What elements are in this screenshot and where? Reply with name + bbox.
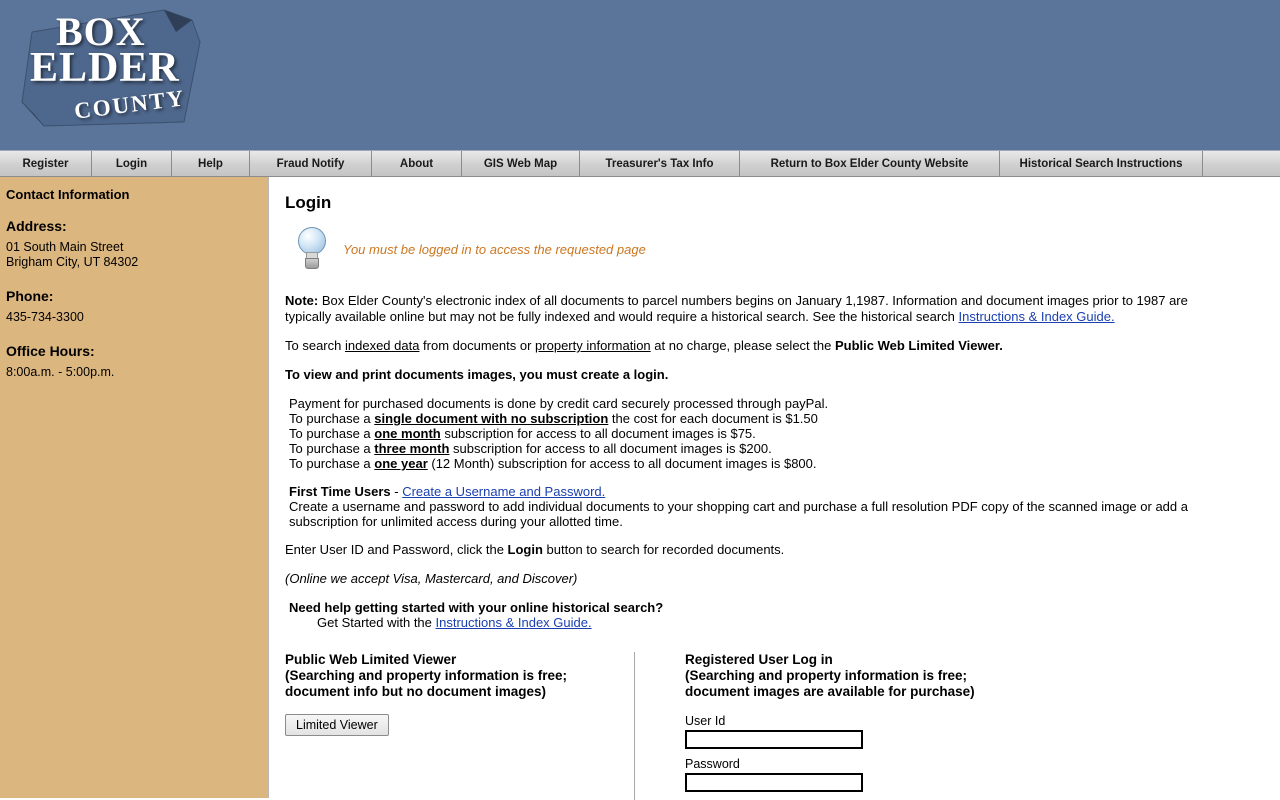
payment-block — [289, 396, 1235, 471]
logo-line-county: COUNTY — [72, 85, 187, 124]
registered-user-login-panel — [635, 652, 975, 800]
help-instructions-link[interactable]: Instructions & Index Guide. — [435, 615, 592, 630]
lightbulb-icon — [295, 227, 329, 271]
nav-login-label: Login — [115, 157, 148, 170]
purchase-one-year-c: (12 Month) subscription for access to all document images is $800. — [427, 456, 817, 471]
login-panels — [285, 652, 1280, 800]
limited-viewer-title — [285, 652, 618, 700]
purchase-three-month-b: three month — [374, 441, 450, 456]
nav-fraud-notify-label: Fraud Notify — [276, 157, 345, 170]
first-time-users-label: First Time Users — [289, 484, 391, 499]
note-instructions-link[interactable]: Instructions & Index Guide. — [958, 309, 1115, 324]
note-text: Box Elder County's electronic index of all documents to parcel numbers begins on January 1,1987. Information and document images prior to 1987 are typically available online but may not be fully indexed and would require a historical search. See the historical search — [285, 293, 1188, 324]
sidebar-phone-value: 435-734-3300 — [6, 310, 84, 324]
site-header — [0, 0, 1280, 150]
sidebar-address-label: Address: — [6, 218, 67, 234]
registered-user-title-line2: (Searching and property information is free; — [685, 668, 968, 683]
purchase-three-month-c: subscription for access to all document images is $200. — [449, 441, 772, 456]
logo-line-box: BOX — [56, 9, 146, 54]
purchase-three-month-a: To purchase a — [289, 441, 375, 456]
search-text-a: To search — [285, 338, 345, 353]
login-required-alert — [295, 227, 1280, 271]
purchase-one-year-a: To purchase a — [289, 456, 375, 471]
limited-viewer-title-line1: Public Web Limited Viewer — [285, 652, 457, 667]
purchase-one-month-c: subscription for access to all document images is $75. — [440, 426, 756, 441]
search-paragraph — [285, 338, 1235, 354]
password-label: Password — [685, 757, 740, 771]
create-username-password-link[interactable]: Create a Username and Password. — [402, 484, 606, 499]
userid-input[interactable] — [685, 730, 863, 749]
search-text-c: at no charge, please select the — [650, 338, 835, 353]
sidebar-heading: Contact Information — [6, 187, 130, 202]
note-paragraph — [285, 293, 1235, 325]
nav-register[interactable] — [0, 151, 92, 176]
help-get-started-line — [317, 615, 1235, 630]
limited-viewer-title-line2: (Searching and property information is free; — [285, 668, 568, 683]
registered-user-title-line3: document images are available for purchase) — [685, 684, 975, 699]
sidebar-address-line2: Brigham City, UT 84302 — [6, 255, 139, 269]
login-required-alert-text: You must be logged in to access the requested page — [343, 241, 646, 257]
accepted-cards-line: (Online we accept Visa, Mastercard, and Discover) — [285, 571, 578, 586]
page-body — [0, 177, 1280, 798]
property-information-link[interactable]: property information — [535, 338, 651, 353]
userid-label: User Id — [685, 714, 726, 728]
box-elder-county-logo — [14, 2, 204, 130]
nav-about[interactable] — [372, 151, 462, 176]
nav-treasurers-tax-info[interactable] — [580, 151, 740, 176]
first-time-users-dash: - — [390, 484, 403, 499]
purchase-single-a: To purchase a — [289, 411, 375, 426]
purchase-one-year-line — [289, 456, 1235, 471]
enter-userid-line — [285, 542, 1235, 558]
sidebar-hours-label: Office Hours: — [6, 343, 95, 359]
enter-userid-b: button to search for recorded documents. — [542, 542, 785, 557]
nav-treasurers-tax-info-label: Treasurer's Tax Info — [605, 157, 714, 170]
nav-help-label: Help — [198, 157, 223, 170]
note-label: Note: — [285, 293, 319, 308]
purchase-three-month-line — [289, 441, 1235, 456]
page-title: Login — [285, 193, 332, 212]
limited-viewer-panel — [285, 652, 635, 800]
main-navigation — [0, 150, 1280, 177]
nav-gis-web-map[interactable] — [462, 151, 580, 176]
nav-register-label: Register — [22, 157, 69, 170]
logo-line-elder: ELDER — [30, 45, 180, 91]
sidebar-address-line1: 01 South Main Street — [6, 240, 124, 254]
limited-viewer-title-line3: document info but no document images) — [285, 684, 546, 699]
nav-historical-search-instructions[interactable] — [1000, 151, 1203, 176]
help-get-started-text: Get Started with the — [317, 615, 436, 630]
nav-fraud-notify[interactable] — [250, 151, 372, 176]
nav-historical-search-instructions-label: Historical Search Instructions — [1019, 157, 1183, 170]
sidebar-contact-information — [0, 177, 269, 798]
first-time-users-line — [289, 484, 1235, 499]
help-line: Need help getting started with your online historical search? — [289, 600, 664, 615]
first-time-users-text: Create a username and password to add individual documents to your shopping cart and purchase a full resolution PDF copy of the scanned image or add a subscription for unlimited access during your allotted time. — [289, 499, 1188, 529]
purchase-single-c: the cost for each document is $1.50 — [608, 411, 818, 426]
limited-viewer-button[interactable]: Limited Viewer — [285, 714, 389, 736]
nav-about-label: About — [399, 157, 434, 170]
purchase-one-month-line — [289, 426, 1235, 441]
search-text-b: from documents or — [419, 338, 536, 353]
registered-user-title-line1: Registered User Log in — [685, 652, 833, 667]
create-login-line: To view and print documents images, you must create a login. — [285, 367, 669, 382]
login-instructions — [285, 293, 1235, 630]
purchase-single-line — [289, 411, 1235, 426]
nav-return-to-county-website-label: Return to Box Elder County Website — [770, 157, 969, 170]
nav-help[interactable] — [172, 151, 250, 176]
logo-wordmark — [14, 2, 204, 130]
enter-userid-login-bold: Login — [507, 542, 543, 557]
purchase-single-b: single document with no subscription — [374, 411, 609, 426]
password-input[interactable] — [685, 773, 863, 792]
main-content — [269, 177, 1280, 798]
public-web-limited-viewer-text: Public Web Limited Viewer. — [834, 338, 1003, 353]
registered-user-title — [685, 652, 975, 700]
nav-gis-web-map-label: GIS Web Map — [483, 157, 558, 170]
help-block — [289, 600, 1235, 630]
sidebar-phone-label: Phone: — [6, 288, 54, 304]
nav-return-to-county-website[interactable] — [740, 151, 1000, 176]
first-time-users-block — [289, 484, 1235, 529]
indexed-data-link[interactable]: indexed data — [344, 338, 420, 353]
purchase-one-month-a: To purchase a — [289, 426, 375, 441]
nav-filler — [1203, 151, 1280, 176]
payment-line: Payment for purchased documents is done by credit card securely processed through payPal. — [289, 396, 829, 411]
purchase-one-year-b: one year — [374, 456, 428, 471]
enter-userid-a: Enter User ID and Password, click the — [285, 542, 508, 557]
purchase-one-month-b: one month — [374, 426, 441, 441]
nav-login[interactable] — [92, 151, 172, 176]
sidebar-hours-value: 8:00a.m. - 5:00p.m. — [6, 365, 115, 379]
